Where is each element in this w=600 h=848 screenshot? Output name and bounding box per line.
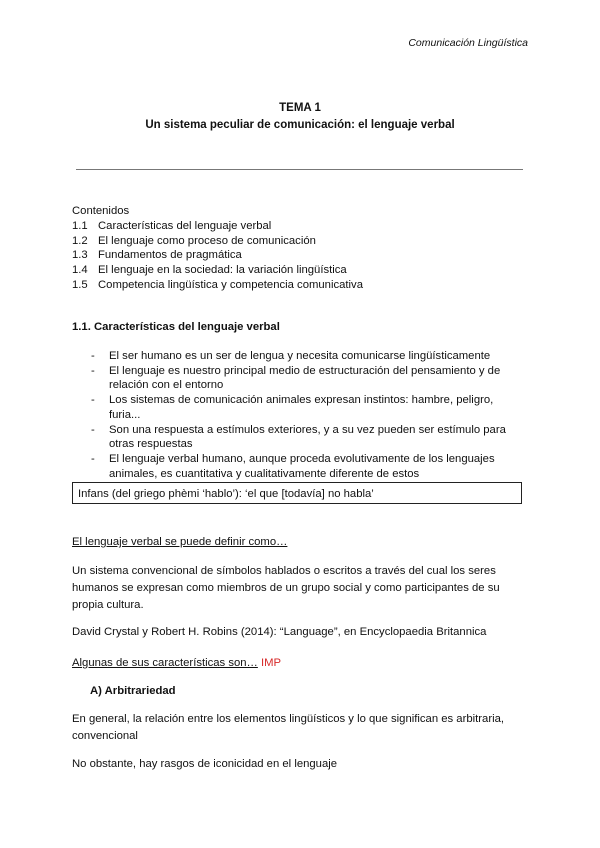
toc-item: [72, 234, 363, 249]
iconicity-paragraph: No obstante, hay rasgos de iconicidad en el lenguaje: [72, 758, 338, 770]
arbitrariness-paragraph: En general, la relación entre los elementos lingüísticos y lo que significan es arbitraria, convencional: [72, 713, 505, 742]
toc-item: [72, 248, 363, 263]
features-lead: Algunas de sus características son…: [72, 657, 258, 669]
toc-item: [72, 219, 363, 234]
topic-number: TEMA 1: [279, 102, 321, 114]
definition-lead: El lenguaje verbal se puede definir como…: [72, 536, 288, 548]
bullet-marker: -: [91, 423, 95, 436]
bullet-list: [91, 349, 511, 481]
bullet-item: [91, 349, 511, 364]
imp-mark: IMP: [261, 657, 282, 669]
toc-text: Competencia lingüística y competencia comunicativa: [98, 278, 363, 291]
topic-title: Un sistema peculiar de comunicación: el lenguaje verbal: [145, 119, 455, 131]
bullet-text: Son una respuesta a estímulos exteriores, y a su vez pueden ser estímulo para otras respuestas: [109, 423, 506, 451]
toc-number: 1.4: [72, 264, 88, 277]
bullet-item: [91, 393, 511, 422]
boxed-note: Infans (del griego phèmi ‘hablo’): ‘el que [todavía] no habla’: [72, 482, 522, 504]
running-header: Comunicación Lingüística: [408, 37, 528, 49]
section-heading: 1.1. Características del lenguaje verbal: [72, 321, 280, 333]
toc-text: El lenguaje como proceso de comunicación: [98, 234, 316, 247]
toc-item: [72, 278, 363, 293]
toc-text: Características del lenguaje verbal: [98, 219, 272, 232]
toc-number: 1.2: [72, 234, 88, 247]
citation: David Crystal y Robert H. Robins (2014): “Language”, en Encyclopaedia Britannica: [72, 626, 487, 638]
horizontal-rule: [76, 169, 523, 170]
bullet-text: Los sistemas de comunicación animales expresan instintos: hambre, peligro, furia...: [109, 394, 494, 421]
toc-number: 1.3: [72, 249, 88, 262]
bullet-text: El lenguaje es nuestro principal medio de estructuración del pensamiento y de relación con el entorno: [109, 364, 501, 392]
bullet-marker: -: [91, 350, 95, 362]
toc-text: Fundamentos de pragmática: [98, 249, 242, 262]
bullet-marker: -: [91, 394, 95, 407]
definition-text: Un sistema convencional de símbolos hablados o escritos a través del cual los seres humanos se expresan como miembros de un grupo social y como participantes de su propia cultura.: [72, 565, 500, 611]
bullet-text: El lenguaje verbal humano, aunque proceda evolutivamente de los lenguajes animales, es cuantitativa y cualitativamente diferente de estos: [109, 452, 495, 480]
bullet-marker: -: [91, 452, 95, 465]
table-of-contents: [72, 204, 363, 293]
bullet-item: [91, 364, 511, 393]
title-block: [0, 100, 600, 134]
bullet-marker: -: [91, 364, 95, 377]
toc-item: [72, 263, 363, 278]
contents-heading: Contenidos: [72, 205, 130, 217]
toc-text: El lenguaje en la sociedad: la variación lingüística: [98, 264, 347, 277]
toc-number: 1.5: [72, 278, 88, 291]
toc-number: 1.1: [72, 219, 88, 232]
bullet-item: [91, 452, 511, 481]
bullet-text: El ser humano es un ser de lengua y necesita comunicarse lingüísticamente: [109, 350, 491, 362]
subheading-arbitrariedad: A) Arbitrariedad: [90, 685, 176, 697]
features-lead-line: [72, 655, 532, 672]
bullet-item: [91, 423, 511, 452]
